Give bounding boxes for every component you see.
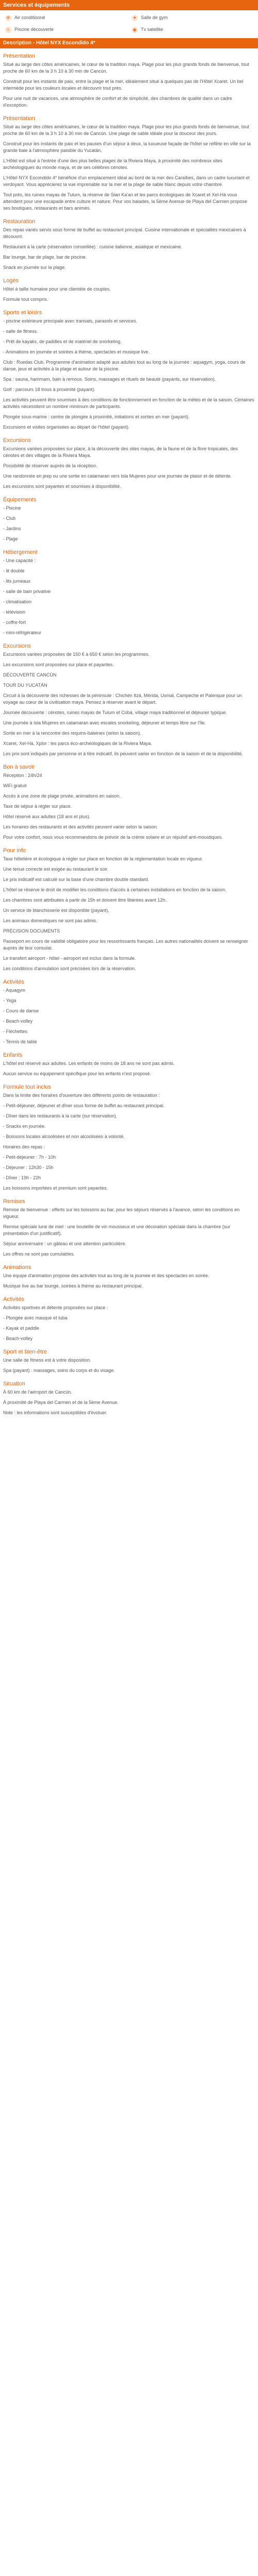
description-section xyxy=(3,115,255,212)
section-paragraph: L'hôtel est réservé aux adultes. Les enfants de moins de 18 ans ne sont pas admis. xyxy=(3,1061,175,1066)
air-conditioner-icon: ❄ xyxy=(5,15,11,21)
description-section xyxy=(3,549,255,636)
section-heading: Bon à savoir xyxy=(3,764,35,770)
section-paragraph: Une journée à Isla Mujeres en catamaran avec escales snorkeling, déjeuner et temps libre sur l'île. xyxy=(3,720,206,725)
section-heading: Sports et loisirs xyxy=(3,310,42,316)
section-paragraph: - climatisation xyxy=(3,599,32,604)
section-paragraph: Remise de bienvenue : offerts sur les boissons au bar, pour les séjours réservés à l'avance, selon les conditions en vigueur. xyxy=(3,1207,240,1219)
section-paragraph: - Animations en journée et soirées à thème, spectacles et musique live. xyxy=(3,349,150,354)
description-section xyxy=(3,277,255,303)
description-section xyxy=(3,218,255,271)
section-paragraph: Club : Ruedas Club. Programme d'animation adapté aux adultes tout au long de la journée : aquagym, yoga, cours de danse, jeux et activités à la plage et autour de la piscine. xyxy=(3,360,246,371)
section-paragraph: - télévision xyxy=(3,609,26,615)
section-paragraph: Une tenue correcte est exigée au restaurant le soir. xyxy=(3,867,109,872)
section-paragraph: Les animaux domestiques ne sont pas admis. xyxy=(3,918,98,923)
service-item-gym xyxy=(132,14,258,21)
section-paragraph: Excursions variées proposées sur place, à la découverte des sites mayas, de la faune et de la flore tropicales, des cénotes et des villages de la Riviera Maya. xyxy=(3,446,238,458)
section-paragraph: - Club xyxy=(3,516,16,521)
section-paragraph: Formule tout compris. xyxy=(3,297,49,302)
section-paragraph: Le transfert aéroport - hôtel - aéroport est inclus dans la formule. xyxy=(3,956,136,961)
section-paragraph: Snack en journée sur la plage. xyxy=(3,265,66,270)
section-paragraph: Séjour anniversaire : un gâteau et une attention particulière. xyxy=(3,1241,126,1246)
section-paragraph: - Plage xyxy=(3,536,18,541)
section-paragraph: Les horaires des restaurants et des activités peuvent varier selon la saison. xyxy=(3,824,158,829)
section-paragraph: - Petit-déjeuner : 7h - 10h xyxy=(3,1155,56,1160)
services-section xyxy=(0,0,258,38)
section-paragraph: Pour une nuit de vacances, une atmosphère de confort et de simplicité, des chambres de qualité dans un cadre d'exception. xyxy=(3,96,232,108)
section-paragraph: Une randonnée en jeep ou une sortie en catamaran vers Isla Mujeres pour une journée de plaisir et de détente. xyxy=(3,473,232,479)
description-section xyxy=(3,496,255,543)
section-heading: Excursions xyxy=(3,643,31,649)
section-heading: Enfants xyxy=(3,1052,23,1058)
section-paragraph: Construit pour les instants de paix, entre la plage et la mer, idéalement situé à quelques pas de l'Hôtel Xcaret. Un bel intermède pour les couleurs locales et découvrir tout près. xyxy=(3,79,244,91)
section-paragraph: Dans la limite des horaires d'ouverture des différents points de restauration : xyxy=(3,1093,160,1098)
section-paragraph: L'Hôtel NYX Escondido 4* bénéficie d'un emplacement idéal au bord de la mer des Caraïbes, dans un cadre luxuriant et verdoyant. Vous apprécierez la vue imprenable sur la mer et la plage de sable blanc depuis votre chambre. xyxy=(3,175,250,187)
section-paragraph: - Yoga xyxy=(3,998,17,1003)
description-section xyxy=(3,1296,255,1342)
section-paragraph: Hôtel à taille humaine pour une clientèle de couples. xyxy=(3,286,111,292)
section-heading: Activités xyxy=(3,979,24,985)
service-label: Air conditionné xyxy=(14,15,45,20)
section-paragraph: Réception : 24h/24 xyxy=(3,773,42,778)
section-paragraph: Plongée sous-marine : centre de plongée à proximité, initiations et sorties en mer (payant). xyxy=(3,414,190,419)
section-heading: Hébergement xyxy=(3,549,38,555)
section-paragraph: Construit pour les instants de paix et les pauses d'un séjour à deux, la luxueuse façade de l'hôtel se reflète en ville sur la grande baie à l'atmosphère paisible du Yucatán. xyxy=(3,141,251,153)
section-paragraph: Les excursions sont proposées sur place et payantes. xyxy=(3,662,114,667)
section-paragraph: - Cours de danse xyxy=(3,1008,39,1013)
section-paragraph: Activités sportives et détente proposées sur place : xyxy=(3,1305,108,1310)
section-paragraph: Un service de blanchisserie est disponible (payant). xyxy=(3,908,109,913)
description-section xyxy=(3,1198,255,1258)
section-heading: Activités xyxy=(3,1296,24,1302)
section-paragraph: Les excursions sont payantes et soumises à disponibilité. xyxy=(3,484,121,489)
section-paragraph: - salle de fitness. xyxy=(3,329,38,334)
description-section xyxy=(3,53,255,109)
pool-icon: ≈ xyxy=(5,27,11,33)
description-section xyxy=(3,309,255,431)
section-paragraph: PRÉCISION DOCUMENTS xyxy=(3,928,60,934)
section-heading: Animations xyxy=(3,1264,31,1270)
section-paragraph: - Aquagym xyxy=(3,988,26,993)
section-heading: Situation xyxy=(3,1381,25,1387)
description-section xyxy=(3,437,255,490)
section-heading: Présentation xyxy=(3,53,35,59)
section-paragraph: - Beach-volley xyxy=(3,1336,33,1341)
section-paragraph: Les offres ne sont pas cumulables. xyxy=(3,1251,75,1257)
service-label: Salle de gym xyxy=(141,15,168,20)
section-paragraph: Excursions variées proposées de 150 € à 650 € selon les programmes. xyxy=(3,652,150,657)
description-title: Description - Hôtel NYX Escondido 4* xyxy=(0,38,258,48)
description-section xyxy=(3,847,255,972)
section-paragraph: WiFi gratuit xyxy=(3,783,27,788)
gym-icon: ♥ xyxy=(132,15,138,21)
description-section xyxy=(3,1348,255,1374)
section-paragraph: Des repas variés servis sous forme de buffet au restaurant principal. Cuisine internationale et spécialités mexicaines à découvrir. xyxy=(3,227,246,239)
section-paragraph: Les activités peuvent être soumises à des conditions de fonctionnement en fonction de la météo et de la saison. Certaines activités nécessitent un nombre minimum de participants. xyxy=(3,397,254,409)
section-paragraph: - Piscine xyxy=(3,505,21,511)
section-paragraph: Situé au large des côtes américaines, le cœur de la tradition maya. Plage pour les plus grands fonds de bienvenue, tout proche de 60 km de la 3 h 10 à 30 min de Cancún. xyxy=(3,62,249,74)
section-paragraph: Bar lounge, bar de plage, bar de piscine. xyxy=(3,255,87,260)
service-item-air-conditioning xyxy=(5,14,132,21)
section-paragraph: À proximité de Playa del Carmen et de la 5ème Avenue. xyxy=(3,1400,119,1405)
section-paragraph: Taxe de séjour à régler sur place. xyxy=(3,804,72,809)
section-paragraph: - lits jumeaux xyxy=(3,579,31,584)
description-section xyxy=(3,1052,255,1077)
section-heading: Sport et bien-être xyxy=(3,1349,47,1355)
section-paragraph: Horaires des repas : xyxy=(3,1144,45,1149)
section-heading: Équipements xyxy=(3,497,37,503)
section-paragraph: À 60 km de l'aéroport de Cancún. xyxy=(3,1389,72,1395)
section-paragraph: - mini-réfrigérateur xyxy=(3,630,42,635)
section-paragraph: - piscine extérieure principale avec transats, parasols et services. xyxy=(3,318,138,324)
section-paragraph: - Fléchettes xyxy=(3,1029,28,1034)
service-item-pool xyxy=(5,26,132,33)
section-paragraph: Possibilité de réserver auprès de la réception. xyxy=(3,463,98,468)
section-paragraph: L'hôtel se réserve le droit de modifier les conditions d'accès à certaines installations en fonction de la saison. xyxy=(3,887,227,892)
section-paragraph: Remise spéciale lune de miel : une bouteille de vin mousseux et une décoration spéciale dans la chambre (sur présentation d'un justificatif). xyxy=(3,1224,231,1236)
section-paragraph: Restaurant à la carte (réservation conseillée) : cuisine italienne, asiatique et mexicaine. xyxy=(3,244,183,249)
section-paragraph: Golf : parcours 18 trous à proximité (payant). xyxy=(3,387,95,392)
services-grid xyxy=(0,10,258,38)
service-label: Piscine découverte xyxy=(14,27,54,32)
section-paragraph: - Une capacité : xyxy=(3,558,36,563)
section-paragraph: Note : les informations sont susceptibles d'évoluer. xyxy=(3,1410,107,1415)
section-heading: Logés xyxy=(3,278,19,284)
section-paragraph: Les chambres sont attribuées à partir de 15h et doivent être libérées avant 12h. xyxy=(3,897,167,903)
section-paragraph: - Snacks en journée. xyxy=(3,1124,46,1129)
section-paragraph: Circuit à la découverte des richesses de la péninsule : Chichén Itzá, Mérida, Uxmal, Campeche et Palenque pour un voyage au cœur de la civilisation maya. Pensez à réserver avant le départ. xyxy=(3,693,242,705)
section-paragraph: Les prix sont indiqués par personne et à titre indicatif, ils peuvent varier en fonction de la saison et de la disponibilité. xyxy=(3,751,243,756)
section-paragraph: Hôtel réservé aux adultes (18 ans et plus). xyxy=(3,814,91,819)
section-paragraph: - Kayak et paddle xyxy=(3,1326,40,1331)
section-paragraph: Xcaret, Xel-Há, Xplor : les parcs éco-archéologiques de la Riviera Maya. xyxy=(3,741,152,746)
description-content xyxy=(0,48,258,1433)
section-heading: Remises xyxy=(3,1198,25,1205)
section-paragraph: - Jardins xyxy=(3,526,21,531)
section-heading: Restauration xyxy=(3,218,36,225)
description-section xyxy=(3,978,255,1045)
section-paragraph: Tout près, les ruines mayas de Tulum, la réserve de Sian Ka'an et les parcs écologiques de Xcaret et Xel-Há vous attendent pour une escapade entre culture et nature. Pour vos balades, la 5ème Avenue de Playa del Carmen propose ses boutiques, restaurants et bars animés. xyxy=(3,192,248,211)
section-paragraph: Taxe hôtelière et écologique à régler sur place en fonction de la réglementation locale en vigueur. xyxy=(3,856,203,861)
section-paragraph: Excursions et visites organisées au départ de l'hôtel (payant). xyxy=(3,425,130,430)
description-section xyxy=(3,1083,255,1192)
section-paragraph: - Boissons locales alcoolisées et non alcoolisées à volonté. xyxy=(3,1134,125,1139)
section-paragraph: Journée découverte : cénotes, ruines mayas de Tulum et Cobá, village maya traditionnel et déjeuner typique. xyxy=(3,710,227,715)
services-title: Services et équipements xyxy=(0,0,258,10)
section-paragraph: - salle de bain privative xyxy=(3,589,51,594)
section-paragraph: Pour votre confort, nous vous recommandons de prévoir de la crème solaire et un répulsif anti-moustiques. xyxy=(3,835,223,840)
section-paragraph: Les conditions d'annulation sont précisées lors de la réservation. xyxy=(3,966,136,971)
section-heading: Pour info xyxy=(3,848,26,854)
section-paragraph: Situé au large des côtes américaines, le cœur de la tradition maya. Plage pour les plus grands fonds de bienvenue, tout proche de 60 km de la 3 h 10 à 30 min de Cancún. Une plage de sable idéale pour la douceur des jours. xyxy=(3,124,249,136)
description-section xyxy=(3,764,255,841)
section-paragraph: - Beach-volley xyxy=(3,1019,33,1024)
section-paragraph: Spa : sauna, hammam, bain à remous. Soins, massages et rituels de beauté (payants, sur réservation). xyxy=(3,377,216,382)
section-paragraph: TOUR DU YUCATÁN xyxy=(3,683,47,688)
section-paragraph: Sortie en mer à la rencontre des requins-baleines (selon la saison). xyxy=(3,731,141,736)
section-paragraph: Musique live au bar lounge, soirées à thème au restaurant principal. xyxy=(3,1283,143,1289)
section-paragraph: - Déjeuner : 12h30 - 15h xyxy=(3,1165,54,1170)
service-label: Tv satellite xyxy=(141,27,164,32)
service-item-tv xyxy=(132,26,258,33)
section-heading: Présentation xyxy=(3,115,35,122)
section-heading: Formule tout inclus xyxy=(3,1084,51,1090)
section-paragraph: - lit double xyxy=(3,568,25,573)
section-paragraph: - Dîner dans les restaurants à la carte (sur réservation). xyxy=(3,1113,118,1118)
section-paragraph: - Plongée avec masque et tuba xyxy=(3,1315,68,1320)
section-paragraph: Une salle de fitness est à votre disposition. xyxy=(3,1358,91,1363)
section-paragraph: Aucun service ou équipement spécifique pour les enfants n'est proposé. xyxy=(3,1071,151,1076)
description-section xyxy=(3,1264,255,1290)
section-paragraph: DÉCOUVERTE CANCÚN xyxy=(3,672,57,677)
section-paragraph: - coffre-fort xyxy=(3,620,26,625)
section-paragraph: Passeport en cours de validité obligatoire pour les ressortissants français. Les autres nationalités doivent se renseigner auprès de leur consulat. xyxy=(3,939,248,951)
section-paragraph: L'Hôtel est situé à l'entrée d'une des plus belles plages de la Riviera Maya, à proximité des nombreux sites archéologiques du monde maya, et de ses célèbres cénotes. xyxy=(3,158,222,170)
section-paragraph: Le prix indicatif est calculé sur la base d'une chambre double standard. xyxy=(3,877,149,882)
section-paragraph: - Prêt de kayaks, de paddles et de matériel de snorkeling. xyxy=(3,339,122,344)
section-paragraph: Les boissons importées et premium sont payantes. xyxy=(3,1185,108,1191)
description-section xyxy=(3,1380,255,1416)
description-section xyxy=(3,642,255,757)
section-paragraph: Spa (payant) : massages, soins du corps et du visage. xyxy=(3,1368,115,1373)
section-heading: Excursions xyxy=(3,437,31,444)
section-paragraph: Une équipe d'animation propose des activités tout au long de la journée et des spectacles en soirée. xyxy=(3,1273,209,1278)
section-paragraph: - Tennis de table xyxy=(3,1039,37,1044)
wifi-icon: ◉ xyxy=(132,27,138,33)
section-paragraph: Accès à une zone de plage privée, animations en saison. xyxy=(3,793,121,799)
section-paragraph: - Dîner : 19h - 22h xyxy=(3,1175,41,1180)
section-paragraph: - Petit-déjeuner, déjeuner et dîner sous forme de buffet au restaurant principal. xyxy=(3,1103,165,1108)
